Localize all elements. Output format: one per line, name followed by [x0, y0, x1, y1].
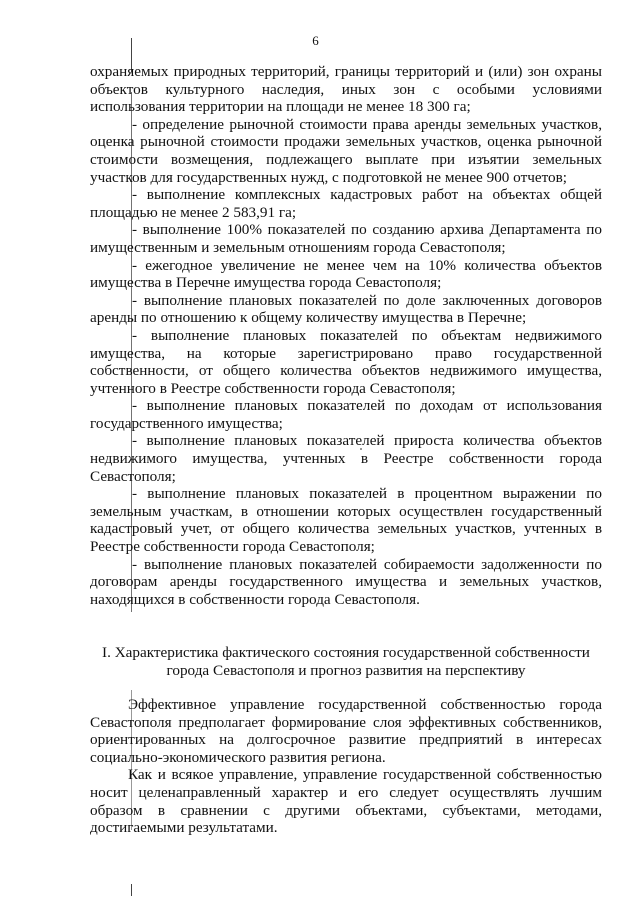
section-body — [90, 696, 602, 837]
list-item: - выполнение плановых показателей по доходам от использования государственного имущества; — [90, 397, 602, 432]
list-item: - выполнение комплексных кадастровых работ на объектах общей площадью не менее 2 583,91 га; — [90, 186, 602, 221]
section-heading — [90, 644, 602, 679]
list-item: - выполнение плановых показателей прироста количества объектов недвижимого имущества, учтенных в Реестре собственности города Севастополя; — [90, 432, 602, 485]
list-item: - определение рыночной стоимости права аренды земельных участков, оценка рыночной стоимости продажи земельных участков, оценка рыночной стоимости возмещения, подлежащего выплате при изъятии земельных участков для государственных нужд, с подготовкой не менее 900 отчетов; — [90, 115, 602, 186]
list-item: - выполнение плановых показателей в процентном выражении по земельным участкам, в отношении которых осуществлен государственный кадастровый учет, от общего количества земельных участков, учтенных в Реестре собственности города Севастополя; — [90, 485, 602, 556]
body-text — [90, 63, 602, 608]
section-heading-line: I. Характеристика фактического состояния государственной собственности — [102, 644, 590, 661]
section-heading-line: города Севастополя и прогноз развития на перспективу — [166, 661, 526, 679]
list-item: - выполнение 100% показателей по созданию архива Департамента по имущественным и земельным отношениям города Севастополя; — [90, 221, 602, 256]
list-item: - ежегодное увеличение не менее чем на 10% количества объектов имущества в Перечне имущества города Севастополя; — [90, 256, 602, 292]
list-item: - выполнение плановых показателей по объектам недвижимого имущества, на которые зарегистрировано право государственной собственности, от общего количества объектов недвижимого имущества, учтенного в Реестре собственности города Севастополя; — [90, 326, 602, 397]
page-number: 6 — [312, 33, 319, 48]
list-item: - выполнение плановых показателей по доле заключенных договоров аренды по отношению к общему количеству имущества в Перечне; — [90, 291, 602, 327]
section-paragraph: Эффективное управление государственной собственностью города Севастополя предполагает формирование слоя эффективных собственников, ориентированных на долгосрочное развитие предприятий в интересах социально-экономического развития региона. — [90, 696, 602, 766]
list-item: - выполнение плановых показателей собираемости задолженности по договорам аренды государственного имущества и земельных участков, находящихся в собственности города Севастополя. — [90, 555, 602, 608]
section-paragraph: Как и всякое управление, управление государственной собственностью носит целенаправленный характер и его следует осуществлять лучшим образом в сравнении с другими объектами, субъектами, методами, достигаемыми результатами. — [90, 766, 602, 837]
scan-fold-line — [131, 884, 132, 896]
continuation-paragraph: охраняемых природных территорий, границы территорий и (или) зон охраны объектов культурного наследия, иных зон с особыми условиями использования территории на площади не менее 18 300 га; — [90, 63, 602, 116]
